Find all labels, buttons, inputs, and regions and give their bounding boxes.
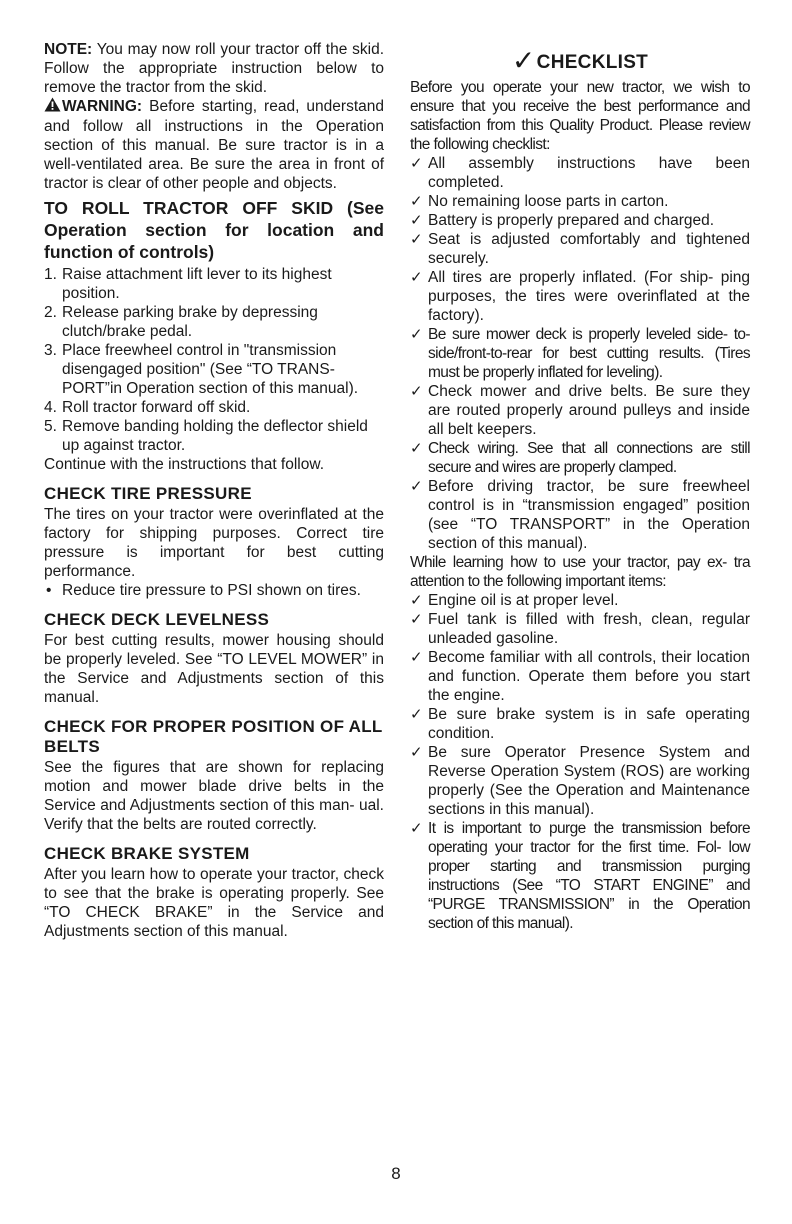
check-text: Fuel tank is filled with fresh, clean, regular unleaded gasoline. — [428, 611, 750, 647]
checkmark-icon: ✓ — [410, 820, 423, 837]
note-paragraph — [44, 40, 384, 97]
checkmark-icon: ✓ — [410, 592, 423, 609]
step-number: 2. — [44, 304, 57, 321]
check-text: All assembly instructions have been completed. — [428, 155, 750, 191]
check-text: Be sure Operator Presence System and Reverse Operation System (ROS) are working properly (See the Operation and Maintenance sections in this manual). — [428, 744, 750, 818]
checkmark-icon: ✓ — [410, 478, 423, 495]
list-item — [44, 417, 384, 455]
checkmark-icon: ✓ — [410, 326, 423, 343]
list-item — [44, 581, 384, 600]
checkmark-icon: ✓ — [410, 231, 423, 248]
bullet-text: Reduce tire pressure to PSI shown on tires. — [62, 582, 361, 599]
checkmark-icon: ✓ — [410, 155, 423, 172]
check-text: It is important to purge the transmission before operating your tractor for the first time. Fol- low proper starting and transmission purging instructions (See “TO START ENGINE” and “PURGE TRANSMISSION” in the Operation section of this manual). — [428, 820, 750, 932]
step-text: Release parking brake by depressing clutch/brake pedal. — [62, 304, 318, 340]
check-text: Before driving tractor, be sure freewheel control is in “transmission engaged” position (see “TO TRANSPORT” in the Operation section of this manual). — [428, 478, 750, 552]
bullet-icon: • — [46, 582, 52, 599]
list-item — [410, 268, 750, 325]
tire-pressure-bullets — [44, 581, 384, 600]
continue-text: Continue with the instructions that follow. — [44, 456, 325, 473]
list-item — [410, 705, 750, 743]
check-text: Be sure mower deck is properly leveled side- to-side/front-to-rear for best cutting results. (Tires must be properly inflated for leveling). — [428, 326, 750, 381]
list-item — [410, 439, 750, 477]
left-column — [44, 40, 384, 941]
check-text: Battery is properly prepared and charged. — [428, 212, 715, 229]
check-text: Engine oil is at proper level. — [428, 592, 619, 609]
list-item — [410, 819, 750, 933]
step-text: Raise attachment lift lever to its highest position. — [62, 266, 332, 302]
warning-label: WARNING: — [62, 98, 143, 115]
note-text: You may now roll your tractor off the skid. Follow the appropriate instruction below to remove the tractor from the skid. — [44, 41, 384, 96]
check-text: Become familiar with all controls, their location and function. Operate them before you start the engine. — [428, 649, 750, 704]
check-text: No remaining loose parts in carton. — [428, 193, 669, 210]
checkmark-icon: ✓ — [410, 744, 423, 761]
list-item — [410, 591, 750, 610]
deck-levelness-text: For best cutting results, mower housing should be properly leveled. See “TO LEVEL MOWER” in the Service and Adjustments section of this manual. — [44, 632, 384, 706]
list-item — [44, 398, 384, 417]
checklist-heading — [410, 45, 750, 76]
list-item — [410, 211, 750, 230]
checkmark-icon: ✓ — [410, 706, 423, 723]
check-text: All tires are properly inflated. (For ship- ping purposes, the tires were overinflated at the factory). — [428, 269, 750, 324]
step-number: 4. — [44, 399, 57, 416]
check-text: Check wiring. See that all connections are still secure and wires are properly clamped. — [428, 440, 750, 476]
belts-heading: CHECK FOR PROPER POSITION OF ALL BELTS — [44, 717, 383, 756]
step-text: Remove banding holding the deflector shield up against tractor. — [62, 418, 368, 454]
deck-levelness-heading: CHECK DECK LEVELNESS — [44, 610, 270, 629]
list-item — [410, 610, 750, 648]
tire-pressure-heading: CHECK TIRE PRESSURE — [44, 484, 252, 503]
page-number: 8 — [391, 1164, 401, 1183]
list-item — [44, 265, 384, 303]
checkmark-icon: ✓ — [410, 193, 423, 210]
check-text: Seat is adjusted comfortably and tightened securely. — [428, 231, 750, 267]
list-item — [410, 325, 750, 382]
check-text: Be sure brake system is in safe operating condition. — [428, 706, 750, 742]
warning-triangle-icon — [44, 97, 61, 117]
roll-off-skid-heading: TO ROLL TRACTOR OFF SKID (See Operation section for location and function of controls) — [44, 198, 384, 262]
list-item — [410, 382, 750, 439]
checklist-intro: Before you operate your new tractor, we wish to ensure that you receive the best performance and satisfaction from this Quality Product. Please review the following checklist: — [410, 79, 750, 153]
checkmark-icon: ✓ — [511, 45, 536, 76]
checkmark-icon: ✓ — [410, 269, 423, 286]
step-number: 3. — [44, 342, 57, 359]
roll-off-steps — [44, 265, 384, 455]
list-item — [410, 477, 750, 553]
checkmark-icon: ✓ — [410, 212, 423, 229]
brake-system-text: After you learn how to operate your tractor, check to see that the brake is operating properly. See “TO CHECK BRAKE” in the Service and Adjustments section of this manual. — [44, 866, 384, 940]
step-number: 5. — [44, 418, 57, 435]
checkmark-icon: ✓ — [410, 440, 423, 457]
belts-text: See the figures that are shown for replacing motion and mower blade drive belts in the Service and Adjustments section of this man- ual. Verify that the belts are routed correctly. — [44, 759, 384, 833]
check-text: Check mower and drive belts. Be sure they are routed properly around pulleys and inside all belt keepers. — [428, 383, 750, 438]
checkmark-icon: ✓ — [410, 383, 423, 400]
checkmark-icon: ✓ — [410, 611, 423, 628]
learning-text: While learning how to use your tractor, pay ex- tra attention to the following important items: — [410, 554, 750, 590]
list-item — [44, 341, 384, 398]
warning-text: Before starting, read, understand and follow all instructions in the Operation section of this manual. Be sure tractor is in a well-ventilated area. Be sure the area in front of tractor is clear of other people and objects. — [44, 98, 384, 192]
warning-paragraph — [44, 97, 384, 193]
step-number: 1. — [44, 266, 57, 283]
list-item — [410, 743, 750, 819]
brake-system-heading: CHECK BRAKE SYSTEM — [44, 844, 250, 863]
step-text: Place freewheel control in "transmission disengaged position" (See “TO TRANS- PORT”in Operation section of this manual). — [62, 342, 359, 397]
right-column — [410, 40, 750, 933]
important-items — [410, 591, 750, 933]
checkmark-icon: ✓ — [410, 649, 423, 666]
note-label: NOTE: — [44, 41, 93, 58]
checklist-items — [410, 154, 750, 553]
checklist-title-text: CHECKLIST — [536, 52, 649, 73]
tire-pressure-text: The tires on your tractor were overinflated at the factory for shipping purposes. Correct tire pressure is important for best cutting performance. — [44, 506, 384, 580]
list-item — [410, 648, 750, 705]
list-item — [44, 303, 384, 341]
list-item — [410, 192, 750, 211]
list-item — [410, 154, 750, 192]
step-text: Roll tractor forward off skid. — [62, 399, 251, 416]
list-item — [410, 230, 750, 268]
